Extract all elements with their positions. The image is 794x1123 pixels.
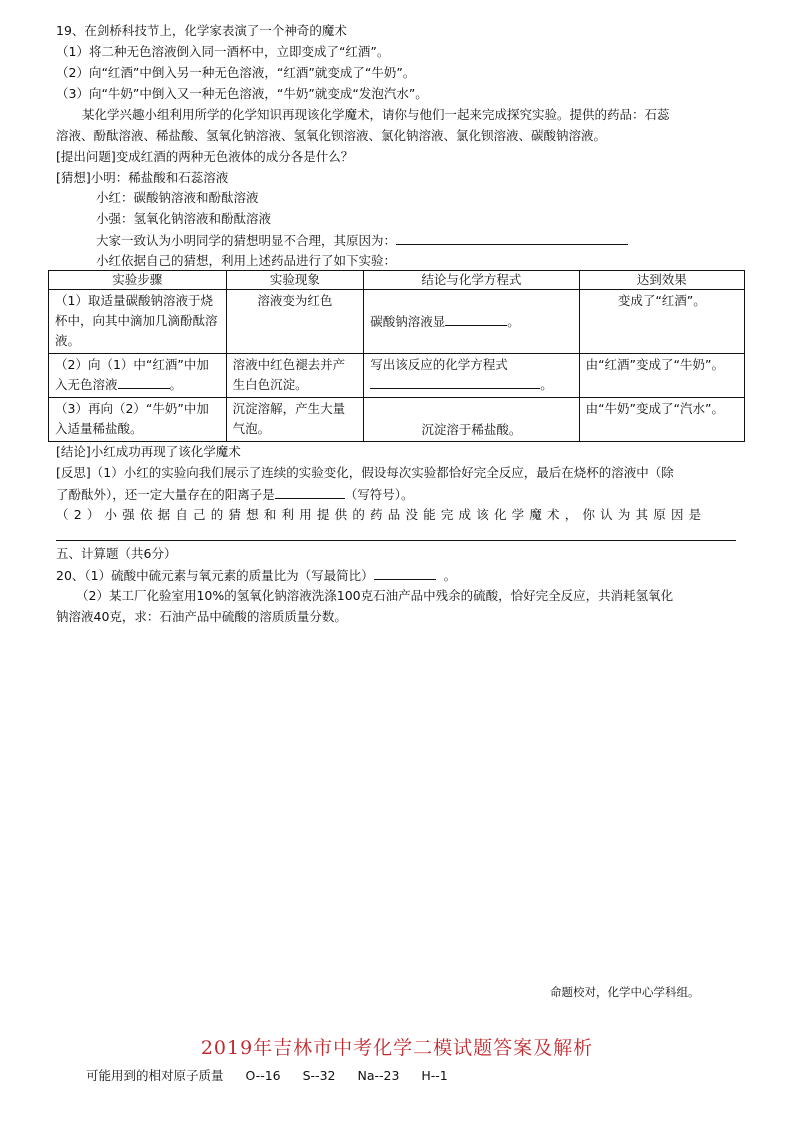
verify-intro: 小红依据自己的猜想，利用上述药品进行了如下实验： [96,253,397,268]
consensus-line [96,231,628,250]
table-header-cell: 达到效果 [579,271,744,290]
conclusion-text: 写出该反应的化学方程式 [370,357,508,372]
table-header-cell: 实验现象 [226,271,364,290]
mass-sodium: Na--23 [357,1068,400,1083]
q19-title: 19、在剑桥科技节上，化学家表演了一个神奇的魔术 [56,23,347,38]
table-cell-step: （2）向（1）中“红酒”中加入无色溶液 。 [49,354,227,398]
mass-hydrogen: H--1 [421,1068,448,1083]
q19-step2: （2）向“红酒”中倒入另一种无色溶液，“红酒”就变成了“牛奶”。 [56,65,416,80]
q20-part1: 20、（1）硫酸中硫元素与氧元素的质量比为（写最简比） 。 [56,568,457,583]
answer-blank-equation[interactable] [370,375,540,389]
reflection1-line2 [56,485,414,504]
q20-part2-line1: （2）某工厂化验室用10%的氢氧化钠溶液洗涤100克石油产品中残余的硫酸，恰好完全反应，共消耗氢氧化 [76,588,674,603]
reflection1-line1: [反思]（1）小红的实验向我们展示了连续的实验变化，假设每次实验都恰好完全反应，最后在烧杯的溶液中（除 [56,465,674,480]
answer-blank-reason[interactable] [396,231,628,245]
table-cell-conclusion [364,398,579,442]
credit-line: 命题校对，化学中心学科组。 [550,985,700,999]
answer-line-reflection2[interactable] [56,540,736,541]
reflection1-text: 了酚酞外），还一定大量存在的阳离子是 [56,487,275,502]
conclusion-line: [结论]小红成功再现了该化学魔术 [56,444,241,459]
table-cell-effect: 由“牛奶”变成了“汽水”。 [579,398,744,442]
q20-part2-line2: 钠溶液40克，求：石油产品中硫酸的溶质质量分数。 [56,609,347,624]
step-text: （2）向（1）中“红酒”中加入无色溶液 [55,357,209,392]
table-row [49,354,745,398]
table-row [49,290,745,354]
reflection1-hint: （写符号）。 [344,487,414,502]
table-row [49,398,745,442]
q19-intro-line2: 溶液、酚酞溶液、稀盐酸、氢氧化钠溶液、氢氧化钡溶液、氯化钠溶液、氯化钡溶液、碳酸钠溶液。 [56,128,607,143]
answer-title: 2019年吉林市中考化学二模试题答案及解析 [200,1037,594,1059]
conclusion-text: 碳酸钠溶液显 [370,313,446,329]
observation-text: 溶液变为红色 [257,293,333,308]
guess-xiaohong: 小红：碳酸钠溶液和酚酞溶液 [96,190,259,205]
answer-blank-solution[interactable] [118,375,170,389]
table-header-cell: 实验步骤 [49,271,227,290]
reflection2-line: （2）小强依据自己的猜想和利用提供的药品没能完成该化学魔术，你认为其原因是 [56,507,707,522]
table-cell-effect [579,290,744,354]
table-cell-conclusion: 写出该反应的化学方程式 。 [364,354,579,398]
table-header-row [49,271,745,290]
table-header-cell: 结论与化学方程式 [364,271,579,290]
consensus-text: 大家一致认为小明同学的猜想明显不合理，其原因为： [96,233,397,248]
mass-oxygen: O--16 [245,1068,281,1083]
table-cell-observation: 溶液中红色褪去并产生白色沉淀。 [226,354,364,398]
relative-atomic-mass-line [86,1066,466,1084]
answer-blank-cation[interactable] [275,485,345,499]
table-cell-effect: 由“红酒”变成了“牛奶”。 [579,354,744,398]
table-cell-step: （3）再向（2）“牛奶”中加入适量稀盐酸。 [49,398,227,442]
section5-heading: 五、计算题（共6分） [56,546,177,561]
table-cell-observation [226,290,364,354]
mass-sulfur: S--32 [302,1068,336,1083]
q19-step3: （3）向“牛奶”中倒入又一种无色溶液，“牛奶”就变成“发泡汽水”。 [56,86,428,101]
q20-part1-text: 20、（1）硫酸中硫元素与氧元素的质量比为（写最简比） [56,568,374,583]
q19-intro-line1: 某化学兴趣小组利用所学的化学知识再现该化学魔术，请你与他们一起来完成探究实验。提供的药品：石蕊 [82,107,670,122]
table-cell-observation: 沉淀溶解，产生大量气泡。 [226,398,364,442]
q19-step1: （1）将二种无色溶液倒入同一酒杯中，立即变成了“红酒”。 [56,44,390,59]
experiment-table [48,270,745,442]
table-cell-conclusion: 碳酸钠溶液显 。 [364,290,579,354]
conclusion-text: 沉淀溶于稀盐酸。 [421,422,522,437]
mass-label: 可能用到的相对原子质量 [86,1068,224,1083]
table-cell-step: （1）取适量碳酸钠溶液于烧杯中，向其中滴加几滴酚酞溶液。 [49,290,227,354]
guess-xiaoming: [猜想]小明：稀盐酸和石蕊溶液 [56,170,229,185]
guess-xiaoqiang: 小强：氢氧化钠溶液和酚酞溶液 [96,211,272,226]
q19-question: [提出问题]变成红酒的两种无色液体的成分各是什么？ [56,149,354,164]
effect-text: 变成了“红酒”。 [617,293,706,308]
answer-blank-property[interactable] [445,312,507,326]
answer-blank-ratio[interactable] [374,566,436,580]
